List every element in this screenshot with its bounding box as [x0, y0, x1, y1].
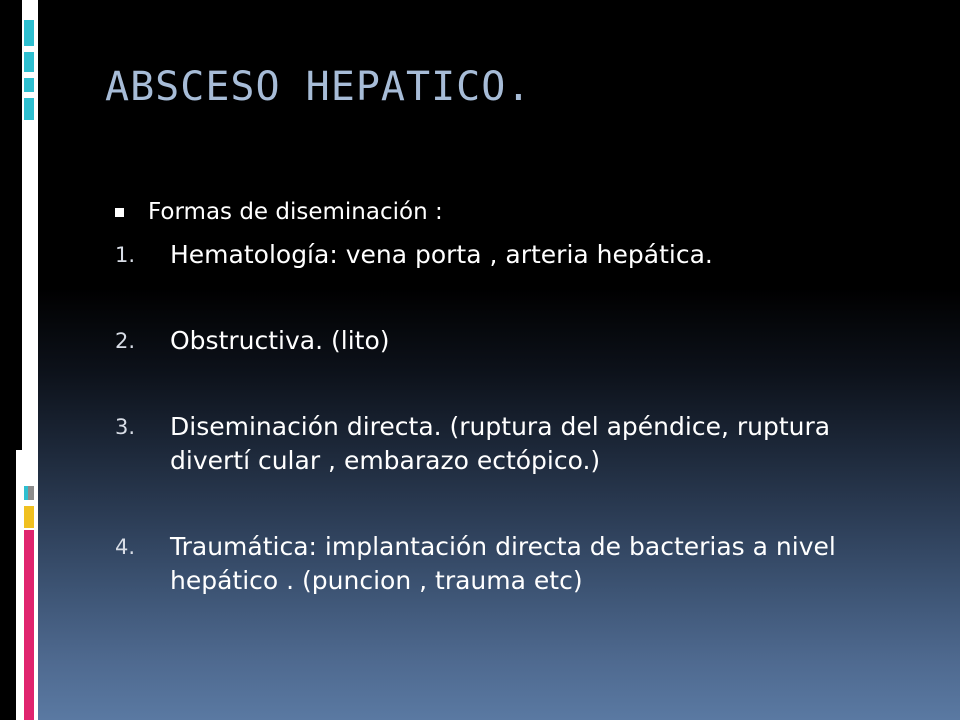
list-item-2 [115, 324, 915, 358]
teal-stripe-4 [24, 98, 34, 120]
list-number: 3. [115, 415, 136, 439]
list-text: Traumática: implantación directa de bacterias a nivel hepático . (puncion , trauma etc) [170, 532, 836, 595]
square-bullet-icon [115, 208, 124, 217]
list-item-3 [115, 410, 915, 478]
bullet-text: Formas de diseminación : [148, 199, 443, 225]
bullet-item [115, 190, 915, 234]
black-stripe-block [0, 0, 16, 720]
magenta-stripe [24, 530, 34, 720]
list-item-4 [115, 530, 915, 598]
list-number: 2. [115, 329, 136, 353]
teal-stripe-2 [24, 52, 34, 72]
list-text: Hematología: vena porta , arteria hepática. [170, 240, 713, 269]
yellow-stripe [24, 506, 34, 528]
list-item-1 [115, 238, 915, 272]
teal-stripe-5 [24, 486, 28, 500]
teal-stripe-3 [24, 78, 34, 92]
list-text: Diseminación directa. (ruptura del apéndice, ruptura divertí cular , embarazo ectópico.) [170, 412, 831, 475]
list-number: 4. [115, 535, 136, 559]
slide-title: ABSCESO HEPATICO. [105, 64, 532, 110]
slide-content [115, 190, 915, 598]
list-text: Obstructiva. (lito) [170, 326, 390, 355]
list-number: 1. [115, 243, 136, 267]
teal-stripe-1 [24, 20, 34, 46]
